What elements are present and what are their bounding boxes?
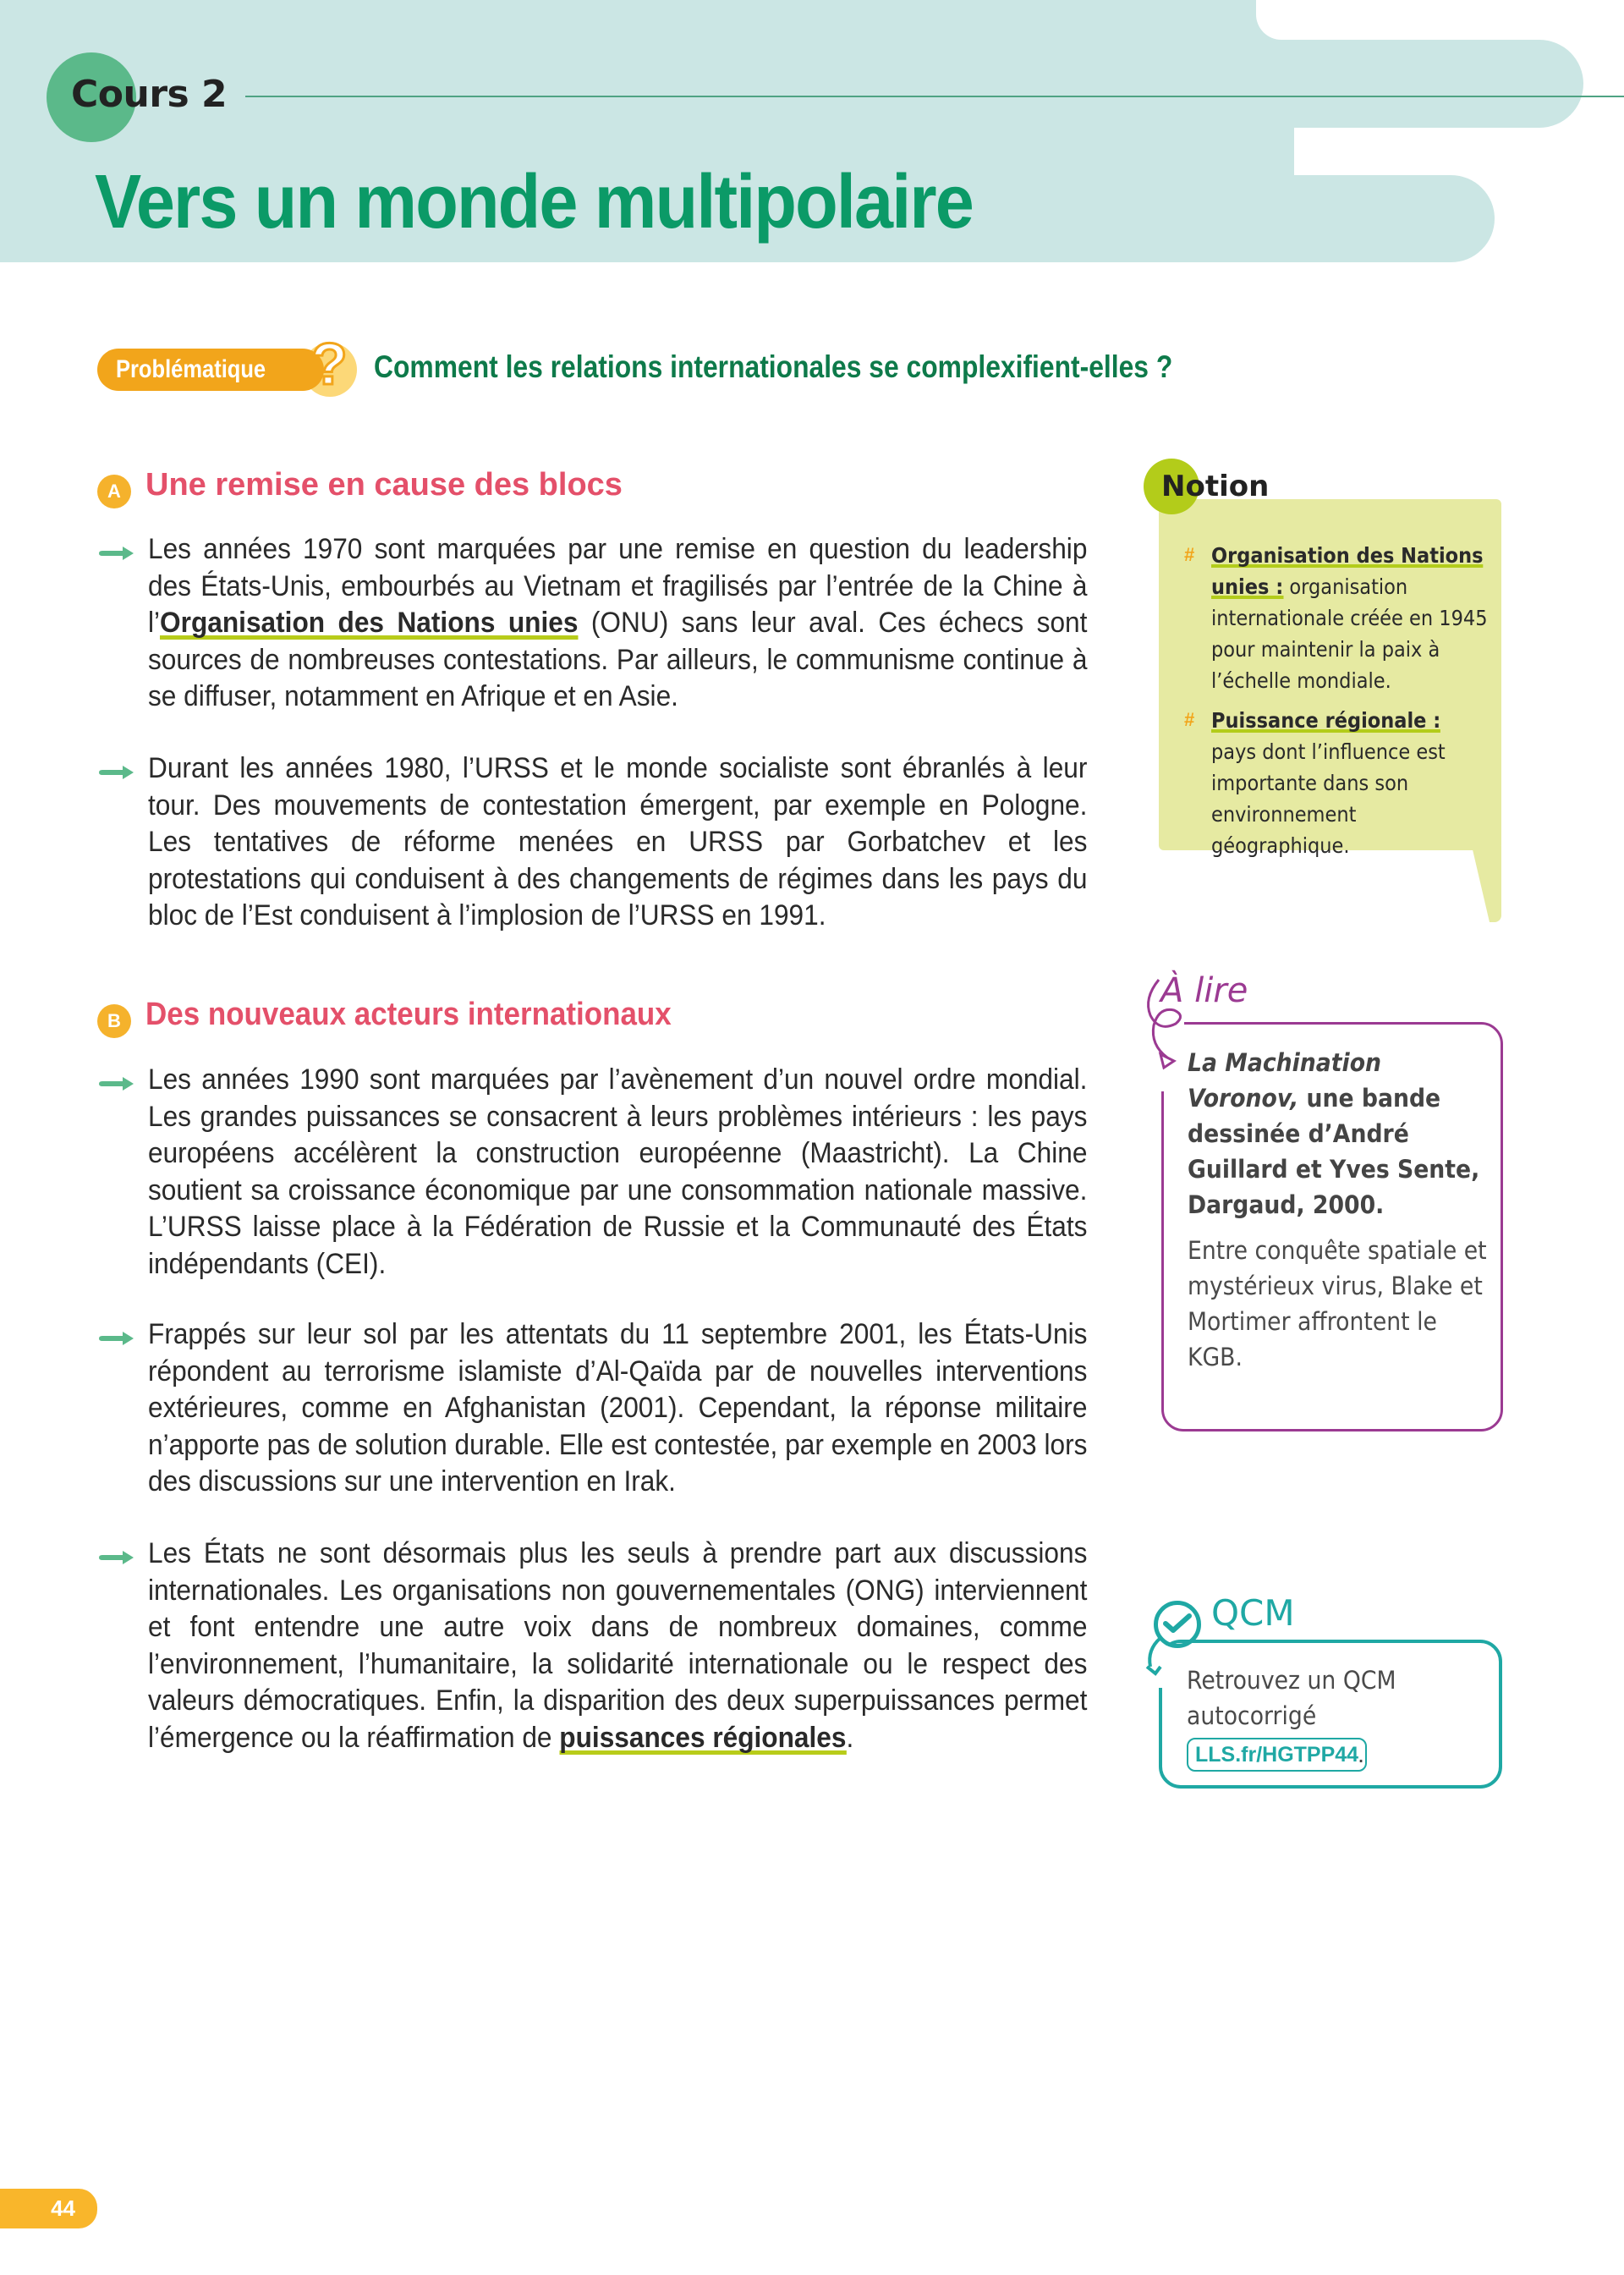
book-reference: La Machination Voronov, une bande dessinée d’André Guillard et Yves Sente, Dargaud, 2000. bbox=[1188, 1048, 1480, 1219]
course-label: Cours 2 bbox=[71, 73, 228, 116]
arrow-right-icon bbox=[97, 1550, 134, 1565]
book-description: Entre conquête spatiale et mystérieux virus, Blake et Mortimer affrontent le KGB. bbox=[1188, 1236, 1487, 1371]
hash-icon: # bbox=[1184, 544, 1195, 565]
paragraph: Les États ne sont désormais plus les seuls à prendre part aux discussions internationales. Les organisations non gouvernementales (ONG) interviennent et font entendre une autre voix dans de nombreux domaines, comme l’environnement, l’humanitaire, la solidarité internationale ou le respect des valeurs démocratiques. Enfin, la disparition des deux superpuissances permet l’émergence ou la réaffirmation de puissances régionales. bbox=[148, 1537, 1088, 1754]
hash-icon: # bbox=[1184, 709, 1195, 730]
header-band-tab-lower bbox=[1252, 175, 1495, 262]
problematique-badge: Problématique bbox=[97, 349, 324, 391]
header-notch bbox=[1256, 0, 1624, 40]
qcm-link[interactable]: LLS.fr/HGTPP44 bbox=[1187, 1738, 1367, 1772]
header-notch bbox=[1328, 128, 1624, 175]
question-mark-glyph: ? bbox=[311, 331, 348, 397]
notion-item: Organisation des Nations unies : organisation internationale créée en 1945 pour maintenir la paix à l’échelle mondiale. bbox=[1211, 543, 1488, 693]
header-rule bbox=[245, 96, 1624, 97]
section-a-title: Une remise en cause des blocs bbox=[145, 467, 623, 503]
keyword-onu: Organisation des Nations unies bbox=[160, 607, 579, 640]
a-lire-title: À lire bbox=[1160, 971, 1248, 1010]
section-b-badge: B bbox=[97, 1004, 131, 1038]
problematique-question: Comment les relations internationales se complexifient-elles ? bbox=[374, 349, 1173, 384]
notion-term: Organisation des Nations unies : bbox=[1211, 543, 1484, 599]
notion-term: Puissance régionale : bbox=[1211, 708, 1441, 733]
arrow-right-icon bbox=[97, 1331, 134, 1346]
arrow-right-icon bbox=[97, 546, 134, 561]
book-title: La Machination Voronov, bbox=[1188, 1048, 1382, 1113]
section-b-title: Des nouveaux acteurs internationaux bbox=[145, 997, 672, 1032]
paragraph: Frappés sur leur sol par les attentats du 11 septembre 2001, les États-Unis répondent au terrorisme islamiste d’Al-Qaïda par de nouvelles interventions extérieures, comme en Afghanistan (2001). Cependant, la réponse militaire n’apporte pas de solution durable. Elle est contestée, par exemple en 2003 lors des discussions sur une intervention en Irak. bbox=[148, 1318, 1088, 1498]
page-title: Vers un monde multipolaire bbox=[95, 160, 973, 245]
qcm-link-suffix: . bbox=[1358, 1741, 1365, 1768]
keyword-puissances-regionales: puissances régionales bbox=[559, 1721, 847, 1754]
paragraph: Les années 1970 sont marquées par une remise en question du leadership des États-Unis, embourbés au Vietnam et fragilisés par l’entrée de la Chine à l’Organisation des Nations unies (ONU) sans leur aval. Ces échecs sont sources de nombreuses contestations. Par ailleurs, le communisme continue à se diffuser, notamment en Afrique et en Asie. bbox=[148, 533, 1088, 713]
arrow-right-icon bbox=[97, 1076, 134, 1091]
page-number: 44 bbox=[0, 2189, 97, 2228]
paragraph: Les années 1990 sont marquées par l’avènement d’un nouvel ordre mondial. Les grandes puissances se consacrent à leurs problèmes intérieurs : les pays européens accélèrent la construction européenne (Maastricht). La Chine soutient sa croissance économique par une consommation nationale massive. L’URSS laisse place à la Fédération de Russie et la Communauté des États indépendants (CEI). bbox=[148, 1063, 1088, 1280]
arrow-right-icon bbox=[97, 765, 134, 780]
section-a-badge: A bbox=[97, 475, 131, 508]
header-band-tab-upper bbox=[1252, 40, 1583, 128]
paragraph: Durant les années 1980, l’URSS et le monde socialiste sont ébranlés à leur tour. Des mouvements de contestation émergent, par exemple en Pologne. Les tentatives de réforme menées en URSS par Gorbatchev et les protestations qui conduisent à des changements de régimes dans les pays du bloc de l’Est conduisent à l’implosion de l’URSS en 1991. bbox=[148, 752, 1088, 932]
qcm-title: QCM bbox=[1211, 1592, 1295, 1634]
notion-title: Notion bbox=[1161, 470, 1270, 503]
checkmark-icon bbox=[1162, 1612, 1193, 1635]
notion-item: Puissance régionale : pays dont l’influence est importante dans son environnement géographique. bbox=[1211, 708, 1446, 858]
qcm-text: Retrouvez un QCM autocorrigé bbox=[1187, 1666, 1396, 1730]
